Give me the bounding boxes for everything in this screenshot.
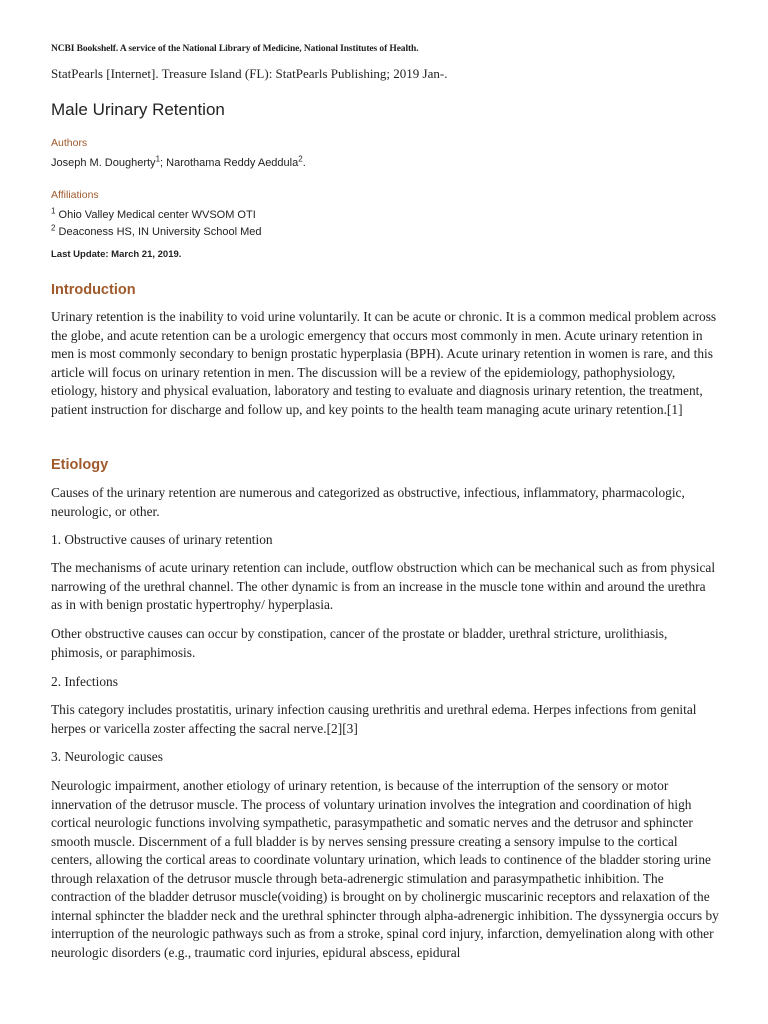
etiology-paragraph: The mechanisms of acute urinary retention can include, outflow obstruction which can be mechanical such as from physical narrowing of the urethral channel. The other dynamic is from an increase in the muscle tone within and around the urethra as in with benign prostatic hypertrophy/ hyperplasia. (51, 560, 716, 612)
affiliation-sup: 1 (51, 206, 56, 216)
affiliation-text: Deaconess HS, IN University School Med (58, 226, 262, 238)
affiliation-text: Ohio Valley Medical center WVSOM OTI (58, 209, 256, 221)
introduction-paragraph: Urinary retention is the inability to void urine voluntarily. It can be acute or chronic. It is a common medical problem across the globe, and acute retention can be a urologic emergency that occurs most commonly in men. Acute urinary retention in men is most commonly secondary to benign prostatic hyperplasia (BPH). Acute urinary retention in women is rare, and this article will focus on urinary retention in men. The discussion will be a review of the epidemiology, pathophysiology, etiology, history and physical evaluation, laboratory and testing to evaluate and diagnosis urinary retention, the treatment, patient instruction for discharge and follow up, and key points to the health team managing acute urinary retention.[1] (51, 309, 717, 417)
etiology-subheading: 3. Neurologic causes (51, 749, 163, 764)
author-name[interactable]: Joseph M. Dougherty (51, 157, 156, 169)
section-heading-introduction: Introduction (51, 282, 136, 298)
bookshelf-header: NCBI Bookshelf. A service of the National Library of Medicine, National Institutes of Health. (51, 44, 419, 54)
page-title: Male Urinary Retention (51, 100, 225, 119)
authors-label[interactable]: Authors (51, 137, 88, 149)
last-update: Last Update: March 21, 2019. (51, 249, 182, 260)
authors-line (51, 154, 306, 169)
author-affiliation-sup: 2 (298, 154, 303, 164)
author-name[interactable]: Narothama Reddy Aeddula (166, 157, 299, 169)
etiology-subheading: 1. Obstructive causes of urinary retention (51, 532, 273, 547)
etiology-paragraph: Other obstructive causes can occur by constipation, cancer of the prostate or bladder, urethral stricture, urolithiasis, phimosis, or paraphimosis. (51, 626, 668, 660)
author-affiliation-sup: 1 (155, 154, 161, 164)
author-separator: ; (160, 157, 167, 169)
etiology-paragraph: Neurologic impairment, another etiology of urinary retention, is because of the interruption of the sensory or motor innervation of the detrusor muscle. The process of voluntary urination involves the integration and coordination of high cortical neurologic functions involving sympathetic, parasympathetic and somatic nerves and the detrusor and sphincter smooth muscle. Discernment of a full bladder is by nerves sensing pressure creating a sensory impulse to the cortical centers, allowing the cortical areas to coordinate voluntary urination, which leads to continence of the bladder storing urine through relaxation of the detrusor muscle through beta-adrenergic stimulation and parasympathetic inhibition. The contraction of the bladder detrusor muscle(voiding) is brought on by cholinergic muscarinic receptors and relaxation of the internal sphincter the bladder neck and the urethral sphincter through alpha-adrenergic inhibition. The dyssynergia occurs by interruption of the neurologic pathways such as from a stroke, spinal cord injury, infarction, demyelination along with other neurologic disorders (e.g., traumatic cord injuries, epidural abscess, epidural (51, 778, 719, 960)
citation-line: StatPearls [Internet]. Treasure Island (FL): StatPearls Publishing; 2019 Jan-. (51, 66, 448, 81)
etiology-subheading: 2. Infections (51, 674, 118, 689)
etiology-paragraph: Causes of the urinary retention are numerous and categorized as obstructive, infectious, inflammatory, pharmacologic, neurologic, or other. (51, 485, 685, 519)
affiliation-item (51, 206, 256, 221)
section-heading-etiology: Etiology (51, 457, 109, 473)
affiliations-label[interactable]: Affiliations (51, 189, 99, 201)
etiology-paragraph: This category includes prostatitis, urinary infection causing urethritis and urethral edema. Herpes infections from genital herpes or varicella zoster affecting the sacral nerve.[2][3] (51, 702, 697, 736)
author-separator: . (302, 157, 306, 169)
affiliation-item (51, 223, 262, 238)
affiliation-sup: 2 (51, 223, 56, 233)
